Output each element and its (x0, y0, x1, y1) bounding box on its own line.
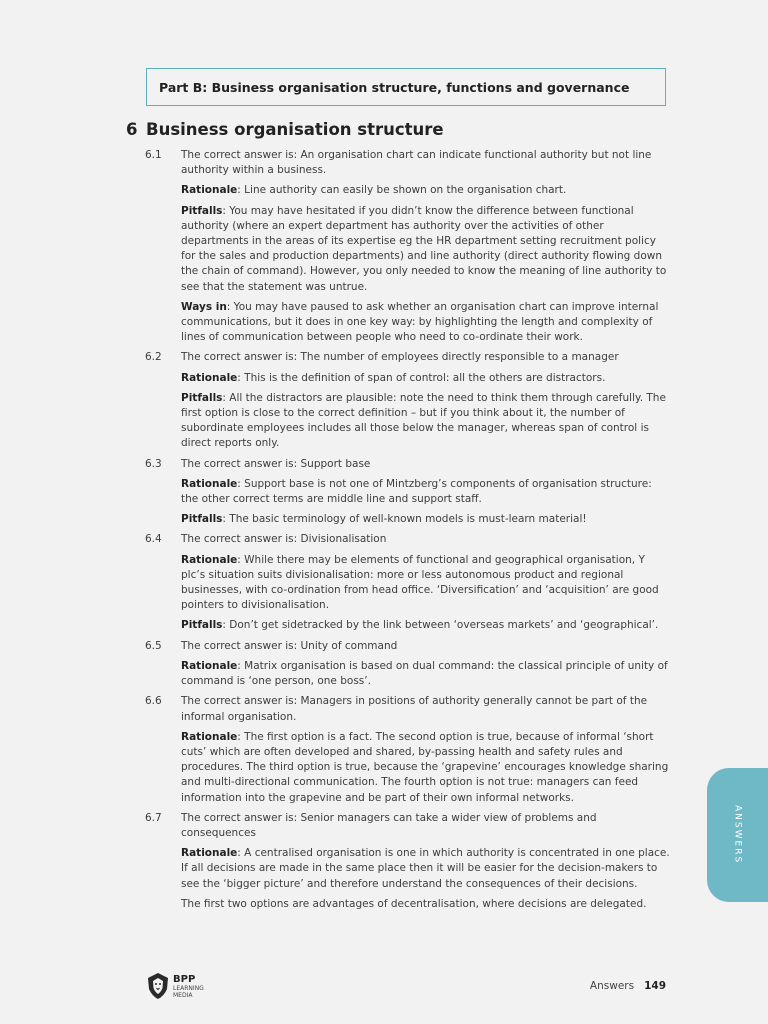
explanation-label: Rationale (181, 371, 238, 384)
explanation-text: : The first option is a fact. The second option is true, because of informal ‘short cuts’ which are often developed and shared, by-passing health and safety rules and procedures. The third option is true, because the ‘grapevine’ encourages knowledge sharing and multi-directional communication. The fourth option is not true: managers can feed information into the grapevine and be part of their own informal networks. (181, 730, 669, 804)
explanation-text: : This is the definition of span of control: all the others are distractors. (237, 371, 606, 384)
lion-icon (146, 972, 170, 1000)
explanation-paragraph (181, 371, 670, 386)
explanation-label: Pitfalls (181, 204, 223, 217)
explanation-label: Rationale (181, 553, 238, 566)
question-number: 6.4 (145, 533, 162, 546)
correct-answer: The correct answer is: The number of employees directly responsible to a manager (181, 351, 619, 364)
footer-label: Answers (589, 980, 635, 992)
answers-side-tab[interactable] (707, 768, 768, 902)
section-number: 6 (126, 120, 138, 139)
explanation-label: Rationale (181, 184, 238, 197)
explanation-text: : While there may be elements of functional and geographical organisation, Y plc’s situation suits divisionalisation: more or less autonomous product and regional businesses, with co-ordination from head office. ‘Diversification’ and ‘acquisition’ are good pointers to divisionalisation. (181, 553, 659, 612)
explanation-paragraph (181, 391, 670, 452)
answers-tab-label: ANSWERS (732, 805, 743, 865)
page-number: 149 (644, 980, 666, 992)
explanation-text: : Matrix organisation is based on dual command: the classical principle of unity of command is ‘one person, one boss’. (181, 659, 668, 688)
explanation-label: Rationale (181, 659, 238, 672)
explanation-paragraph (181, 659, 670, 689)
explanation-text: : Don’t get sidetracked by the link between ‘overseas markets’ and ‘geographical’. (222, 619, 659, 632)
logo-sub-learning: LEARNING (173, 984, 204, 992)
correct-answer: The correct answer is: Divisionalisation (181, 533, 387, 546)
explanation-text: : The basic terminology of well-known models is must-learn material! (222, 513, 587, 526)
question-number: 6.6 (145, 695, 162, 708)
explanation-text: : You may have hesitated if you didn’t know the difference between functional authority (where an expert department has authority over the activities of other departments in the areas of its expertise eg the HR department setting recruitment policy for the sales and production departments) and line authority (direct authority flowing down the chain of command). However, you only needed to know the meaning of line authority to see that the statement was untrue. (181, 204, 667, 293)
correct-answer: The correct answer is: An organisation chart can indicate functional authority but not line authority within a business. (181, 149, 652, 177)
part-heading-box (146, 68, 666, 106)
explanation-paragraph (181, 618, 670, 633)
answer-item (145, 148, 670, 345)
logo-brand: BPP (173, 973, 196, 985)
answer-item (145, 639, 670, 690)
explanation-label: Rationale (181, 847, 238, 860)
explanation-paragraph (181, 897, 670, 912)
answers-content (145, 148, 670, 917)
question-number: 6.7 (145, 811, 162, 824)
page-footer (590, 980, 666, 992)
explanation-paragraph (181, 477, 670, 507)
answer-item (145, 694, 670, 805)
explanation-text: : All the distractors are plausible: note the need to think them through carefully. The first option is close to the correct definition – but if you think about it, the number of subordinate employees includes all those below the manager, whereas span of control is direct reports only. (181, 391, 666, 450)
explanation-label: Pitfalls (181, 513, 223, 526)
correct-answer: The correct answer is: Senior managers can take a wider view of problems and consequences (181, 811, 597, 839)
explanation-paragraph (181, 183, 670, 198)
question-number: 6.2 (145, 351, 162, 364)
explanation-label: Ways in (181, 300, 227, 313)
explanation-paragraph (181, 846, 670, 892)
explanation-text: The first two options are advantages of decentralisation, where decisions are delegated. (181, 897, 647, 910)
answer-item (145, 457, 670, 528)
correct-answer: The correct answer is: Unity of command (181, 639, 398, 652)
section-title: Business organisation structure (146, 120, 444, 139)
question-number: 6.3 (145, 457, 162, 470)
explanation-text: : A centralised organisation is one in which authority is concentrated in one place. If all decisions are made in the same place then it will be easier for the decision-makers to see the ‘bigger picture’ and therefore understand the consequences of their decisions. (181, 847, 670, 890)
bpp-logo (146, 972, 204, 1000)
answer-item (145, 532, 670, 633)
explanation-text: : You may have paused to ask whether an organisation chart can improve internal communications, but it does in one key way: by highlighting the length and complexity of lines of communication between people who need to co-ordinate their work. (181, 300, 659, 344)
answer-item (145, 811, 670, 912)
explanation-label: Pitfalls (181, 391, 223, 404)
explanation-paragraph (181, 512, 670, 527)
explanation-text: : Line authority can easily be shown on the organisation chart. (237, 184, 567, 197)
question-number: 6.1 (145, 149, 162, 161)
question-number: 6.5 (145, 639, 162, 652)
explanation-label: Pitfalls (181, 619, 223, 632)
explanation-paragraph (181, 730, 670, 806)
correct-answer: The correct answer is: Support base (181, 457, 371, 470)
explanation-text: : Support base is not one of Mintzberg’s components of organisation structure: the other correct terms are middle line and support staff. (181, 477, 652, 506)
answer-item (145, 350, 670, 451)
explanation-paragraph (181, 300, 670, 346)
part-heading: Part B: Business organisation structure, functions and governance (159, 79, 630, 95)
logo-sub-media: MEDIA (173, 991, 193, 999)
explanation-label: Rationale (181, 730, 238, 743)
section-heading (126, 120, 444, 139)
correct-answer: The correct answer is: Managers in positions of authority generally cannot be part of the informal organisation. (181, 695, 648, 723)
explanation-paragraph (181, 553, 670, 614)
explanation-label: Rationale (181, 477, 238, 490)
explanation-paragraph (181, 204, 670, 295)
